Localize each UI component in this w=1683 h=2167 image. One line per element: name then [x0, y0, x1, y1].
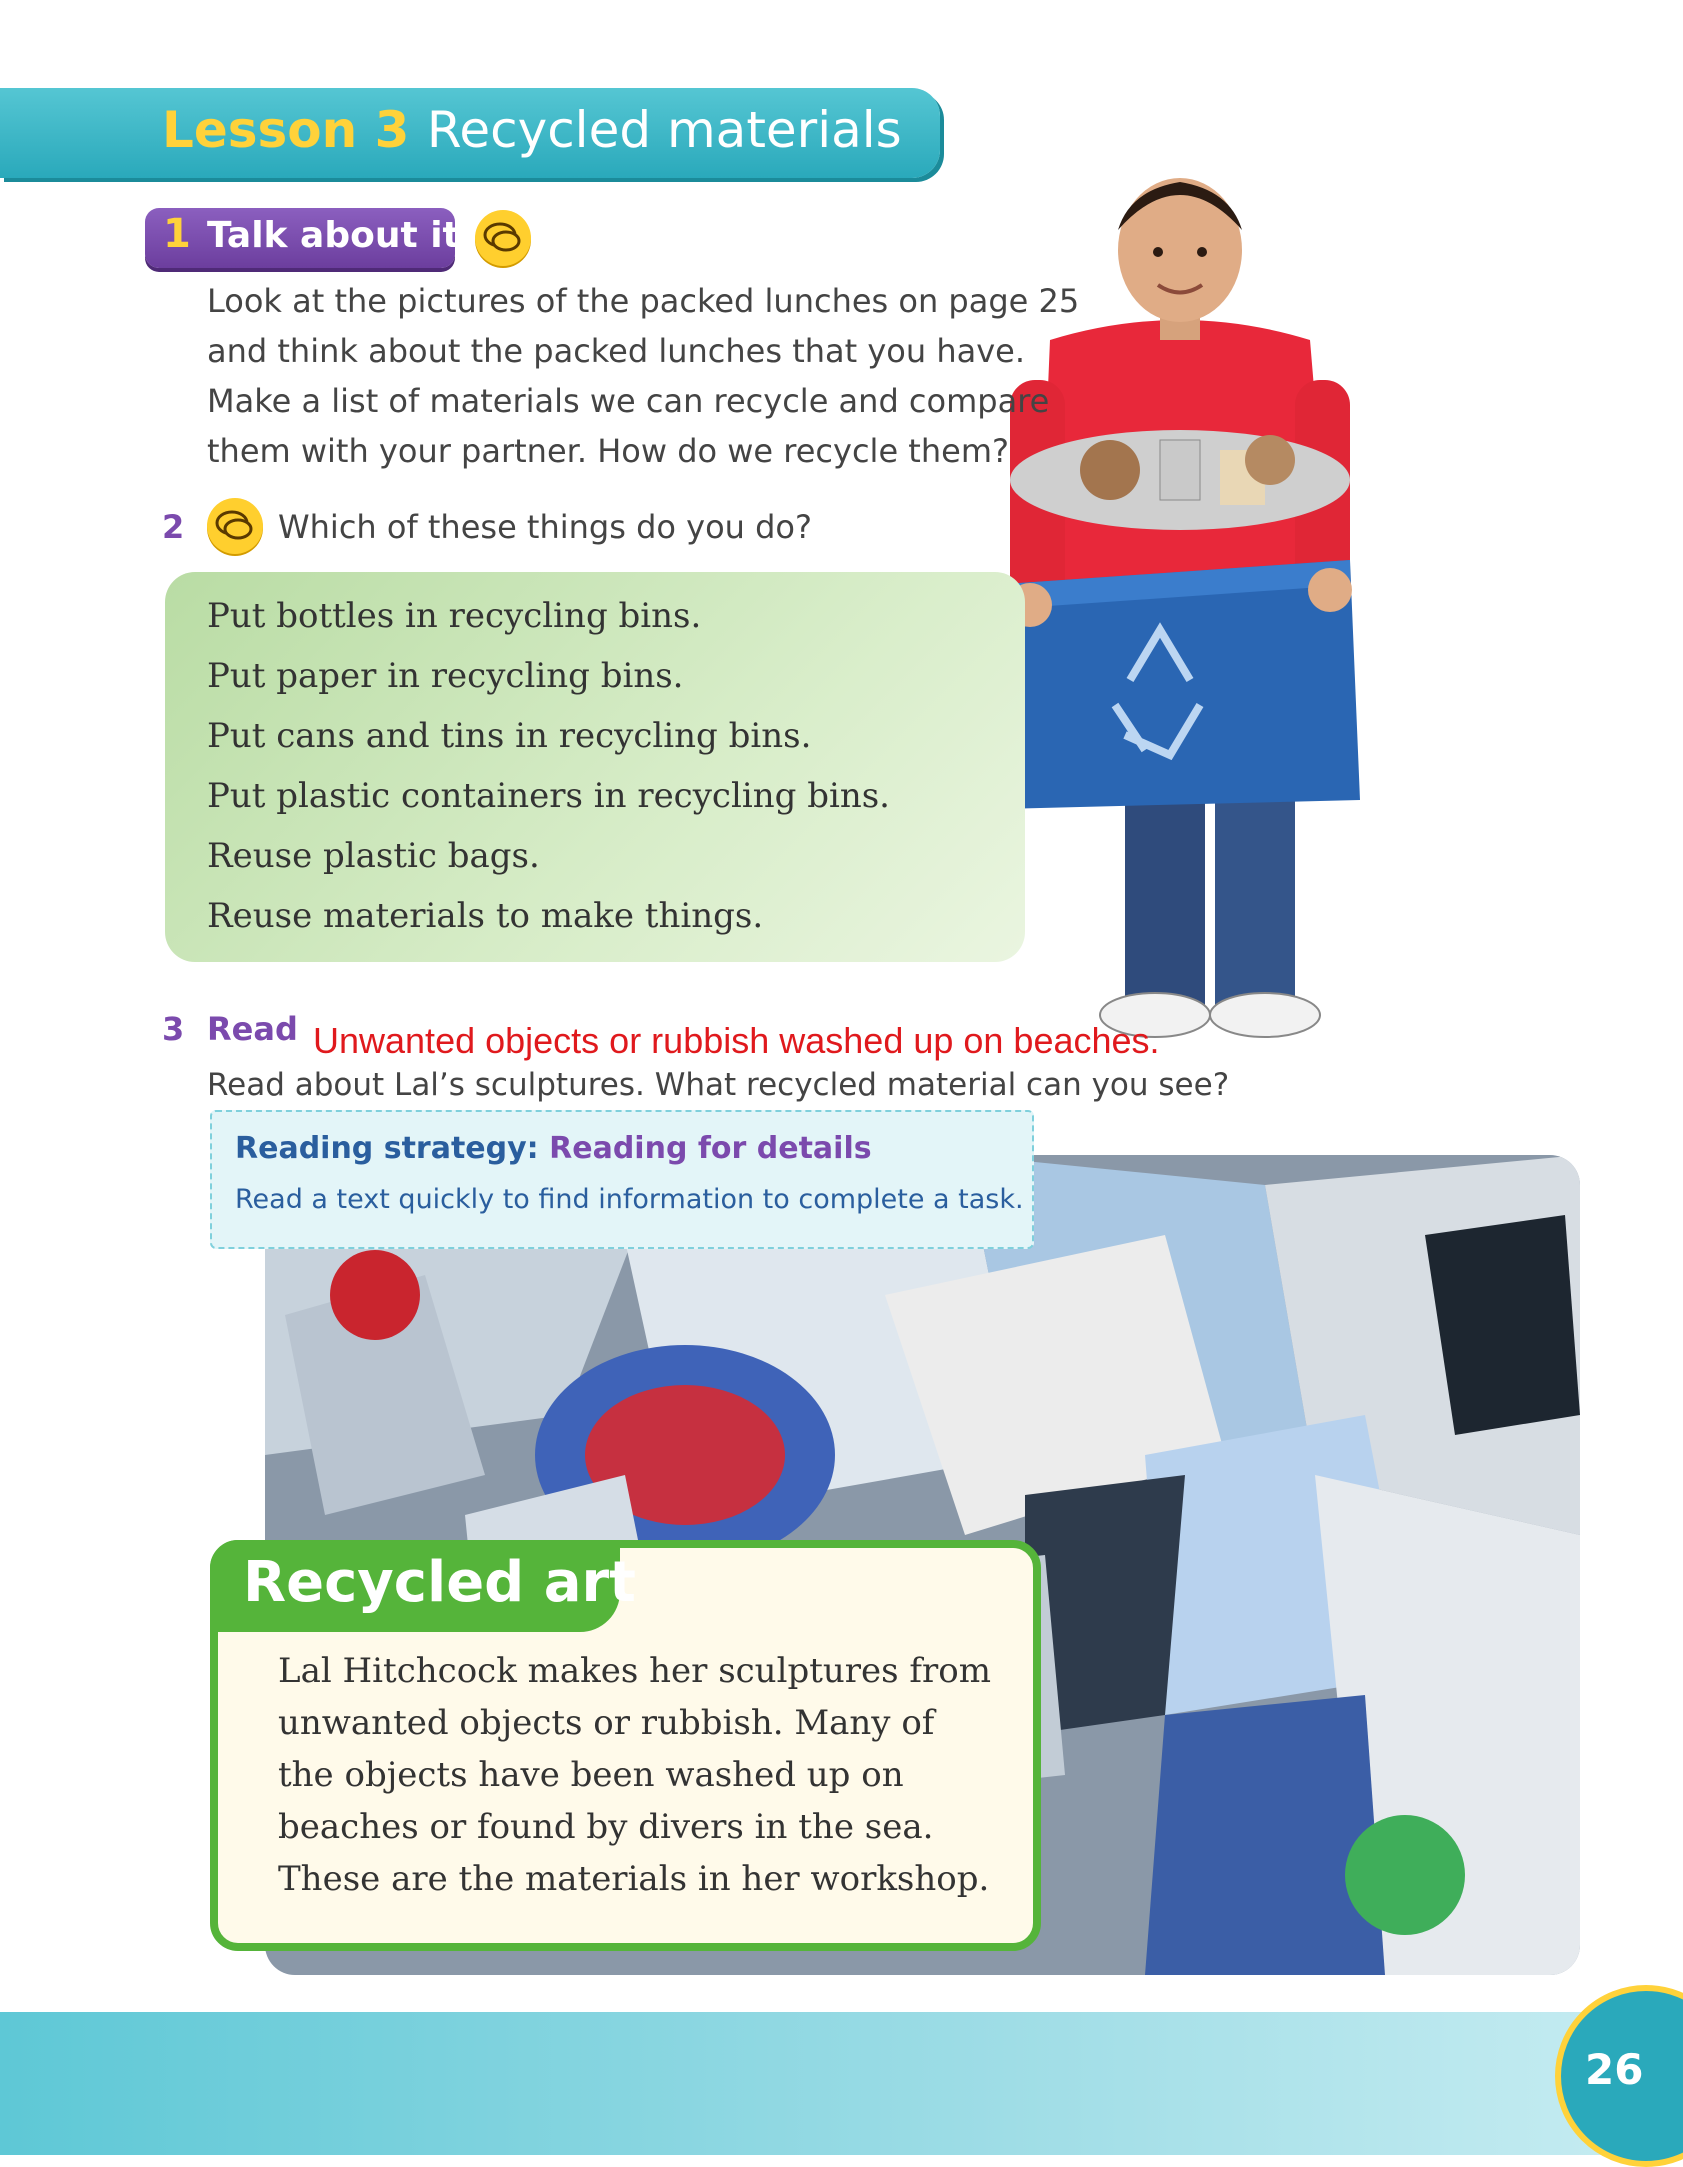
list-item: Put plastic containers in recycling bins.	[207, 776, 890, 816]
section-1-text	[207, 276, 1147, 476]
lesson-title	[162, 101, 902, 159]
text-line: Look at the pictures of the packed lunches on page 25	[207, 282, 1080, 320]
section-2-question: Which of these things do you do?	[278, 508, 812, 546]
strategy-label: Reading strategy:	[235, 1131, 539, 1166]
list-item: Put bottles in recycling bins.	[207, 596, 702, 636]
lesson-name: Recycled materials	[426, 101, 902, 159]
list-item: Put cans and tins in recycling bins.	[207, 716, 812, 756]
list-item: Reuse plastic bags.	[207, 836, 540, 876]
section-2-number: 2	[162, 508, 185, 546]
section-1-number: 1	[163, 211, 191, 257]
read-label: Read	[207, 1010, 298, 1048]
reading-strategy-description: Read a text quickly to find information to complete a task.	[235, 1184, 1024, 1215]
lesson-number: Lesson 3	[162, 101, 410, 159]
handwritten-annotation: Unwanted objects or rubbish washed up on beaches.	[313, 1020, 1160, 1061]
list-item: Reuse materials to make things.	[207, 896, 764, 936]
text-line: them with your partner. How do we recycle them?	[207, 432, 1009, 470]
text-line: and think about the packed lunches that you have.	[207, 332, 1026, 370]
read-instruction: Read about Lal’s sculptures. What recycled material can you see?	[207, 1067, 1230, 1103]
page-footer	[0, 2012, 1683, 2155]
section-3-number: 3	[162, 1010, 185, 1048]
recycled-art-text: Lal Hitchcock makes her sculptures from unwanted objects or rubbish. Many of the objects have been washed up on beaches or found by divers in the sea. These are the materials in her workshop.	[278, 1651, 991, 1899]
strategy-name: Reading for details	[549, 1131, 872, 1166]
list-item: Put paper in recycling bins.	[207, 656, 684, 696]
talk-about-it-label: Talk about it	[207, 215, 460, 256]
text-line: Make a list of materials we can recycle and compare	[207, 382, 1050, 420]
reading-strategy-title	[235, 1131, 872, 1166]
page-number: 26	[1585, 2045, 1644, 2094]
recycled-art-title: Recycled art	[243, 1550, 636, 1615]
speech-bubble-icon	[207, 498, 263, 554]
speech-bubble-icon	[475, 210, 531, 266]
